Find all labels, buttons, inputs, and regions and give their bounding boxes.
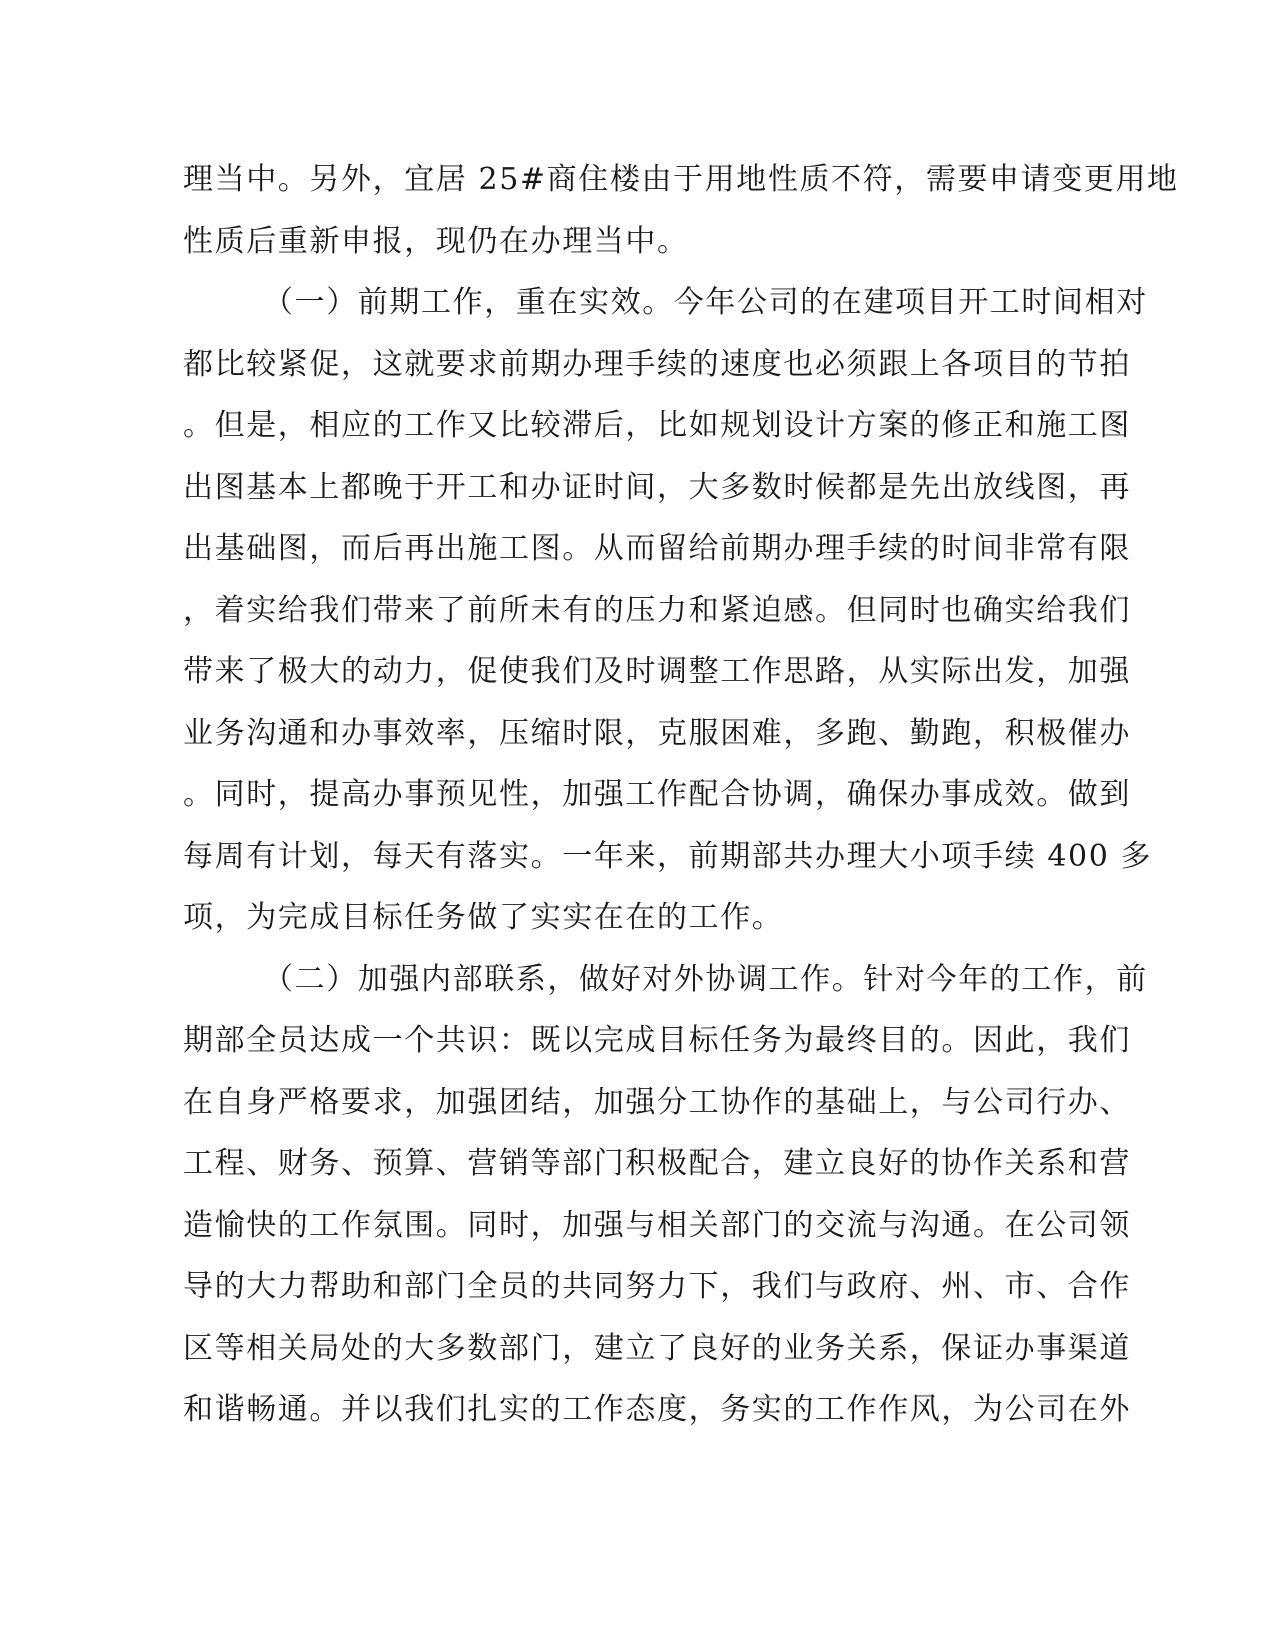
text-line: 性质后重新申报，现仍在办理当中。 bbox=[183, 223, 689, 259]
text-line: 造愉快的工作氛围。同时，加强与相关部门的交流与沟通。在公司领 bbox=[183, 1207, 1131, 1243]
text-line: 。但是，相应的工作又比较滞后，比如规划设计方案的修正和施工图 bbox=[183, 408, 1131, 443]
text-line: 出图基本上都晚于开工和办证时间，大多数时候都是先出放线图，再 bbox=[183, 469, 1131, 505]
body-text bbox=[183, 158, 1179, 1450]
section-heading-line: （一）前期工作，重在实效。今年公司的在建项目开工时间相对 bbox=[263, 285, 1148, 320]
text-line: ，着实给我们带来了前所未有的压力和紧迫感。但同时也确实给我们 bbox=[183, 592, 1131, 628]
text-line: 和谐畅通。并以我们扎实的工作态度，务实的工作作风，为公司在外 bbox=[183, 1392, 1131, 1427]
text-line: 每周有计划，每天有落实。一年来，前期部共办理大小项手续 400 多 bbox=[183, 838, 1153, 874]
text-line: 理当中。另外，宜居 25#商住楼由于用地性质不符，需要申请变更用地 bbox=[183, 162, 1179, 197]
text-line: 导的大力帮助和部门全员的共同努力下，我们与政府、州、市、合作 bbox=[183, 1269, 1131, 1304]
text-line: 带来了极大的动力，促使我们及时调整工作思路，从实际出发，加强 bbox=[183, 654, 1131, 689]
text-line: 期部全员达成一个共识：既以完成目标任务为最终目的。因此，我们 bbox=[183, 1023, 1131, 1058]
text-line: 在自身严格要求，加强团结，加强分工协作的基础上，与公司行办、 bbox=[183, 1084, 1131, 1120]
text-line: 业务沟通和办事效率，压缩时限，克服困难，多跑、勤跑，积极催办 bbox=[183, 715, 1131, 751]
text-line: 区等相关局处的大多数部门，建立了良好的业务关系，保证办事渠道 bbox=[183, 1330, 1131, 1366]
section-heading-line: （二）加强内部联系，做好对外协调工作。针对今年的工作，前 bbox=[263, 961, 1148, 997]
text-line: 出基础图，而后再出施工图。从而留给前期办理手续的时间非常有限 bbox=[183, 531, 1131, 566]
text-line: 项，为完成目标任务做了实实在在的工作。 bbox=[183, 900, 784, 935]
text-line: 工程、财务、预算、营销等部门积极配合，建立良好的协作关系和营 bbox=[183, 1146, 1131, 1181]
text-line: 都比较紧促，这就要求前期办理手续的速度也必须跟上各项目的节拍 bbox=[183, 346, 1131, 382]
text-line: 。同时，提高办事预见性，加强工作配合协调，确保办事成效。做到 bbox=[183, 777, 1131, 812]
